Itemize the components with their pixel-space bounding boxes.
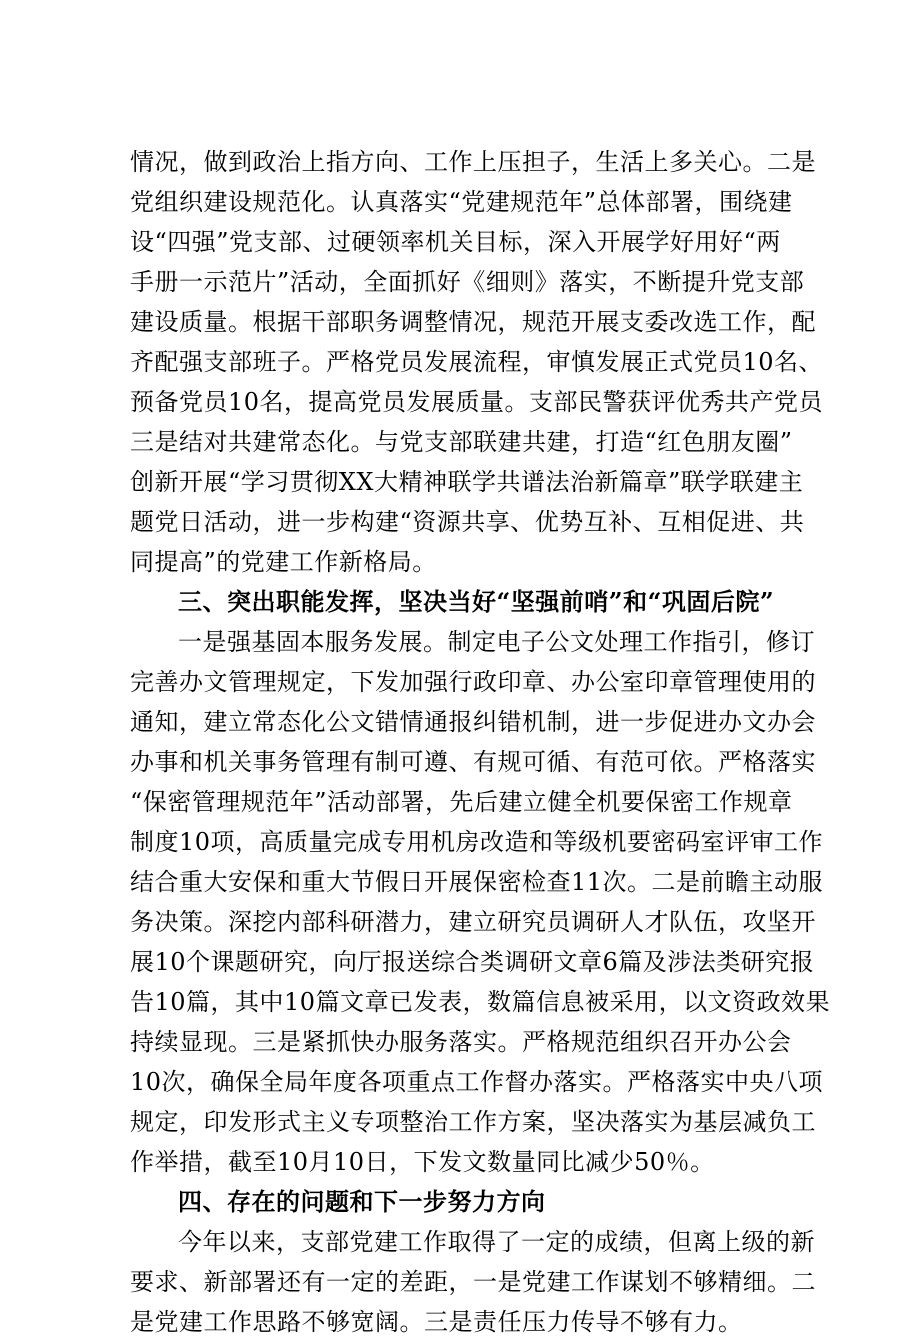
body-line: 规定，印发形式主义专项整治工作方案，坚决落实为基层减负工 [130,1108,816,1136]
body-line: “保密管理规范年”活动部署，先后建立健全机要保密工作规章 [130,788,793,816]
body-line: 题党日活动，进一步构建“资源共享、优势互补、互相促进、共 [130,508,805,536]
body-line: 手册一示范片”活动，全面抓好《细则》落实，不断提升党支部 [130,268,805,296]
body-line: 制度10项，高质量完成专用机房改造和等级机要密码室评审工作 [130,828,824,856]
body-line: 作举措，截至10月10日，下发文数量同比减少50％。 [130,1148,715,1176]
body-line: 结合重大安保和重大节假日开展保密检查11次。二是前瞻主动服 [130,868,824,896]
body-line: 党组织建设规范化。认真落实“党建规范年”总体部署，围绕建 [130,188,793,216]
body-line: 设“四强”党支部、过硬领率机关目标，深入开展学好用好“两 [130,228,781,256]
body-line: 务决策。深挖内部科研潜力，建立研究员调研人才队伍，攻坚开 [130,908,816,936]
body-line: 三是结对共建常态化。与党支部联建共建，打造“红色朋友圈” [130,428,793,456]
section-heading: 四、存在的问题和下一步努力方向 [178,1187,546,1216]
body-line: 持续显现。三是紧抓快办服务落实。严格规范组织召开办公会 [130,1028,792,1056]
body-line: 今年以来，支部党建工作取得了一定的成绩，但离上级的新 [178,1228,815,1256]
body-line: 建设质量。根据干部职务调整情况，规范开展支委改选工作，配 [130,308,816,336]
body-line: 齐配强支部班子。严格党员发展流程，审慎发展正式党员10名、 [130,348,824,376]
body-line: 一是强基固本服务发展。制定电子公文处理工作指引，修订 [178,628,815,656]
body-line: 同提高”的党建工作新格局。 [130,548,437,576]
body-line: 告10篇，其中10篇文章已发表，数篇信息被采用，以文资政效果 [130,988,831,1016]
body-line: 完善办文管理规定，下发加强行政印章、办公室印章管理使用的 [130,668,816,696]
body-line: 10次，确保全局年度各项重点工作督办落实。严格落实中央八项 [130,1068,824,1096]
body-line: 预备党员10名，提高党员发展质量。支部民警获评优秀共产党员 [130,388,824,416]
body-line: 是党建工作思路不够宽阔。三是责任压力传导不够有力。 [130,1308,743,1336]
body-line: 办事和机关事务管理有制可遵、有规可循、有范可依。严格落实 [130,748,816,776]
body-line: 通知，建立常态化公文错情通报纠错机制，进一步促进办文办会 [130,708,816,736]
body-line: 情况，做到政治上指方向、工作上压担子，生活上多关心。二是 [130,148,816,176]
body-line: 展10个课题研究，向厅报送综合类调研文章6篇及涉法类研究报 [130,948,815,976]
body-line: 创新开展“学习贯彻XX大精神联学共谱法治新篇章”联学联建主 [130,468,804,496]
section-heading: 三、突出职能发挥，坚决当好“坚强前哨”和“巩固后院” [178,587,775,616]
body-line: 要求、新部署还有一定的差距，一是党建工作谋划不够精细。二 [130,1268,816,1296]
